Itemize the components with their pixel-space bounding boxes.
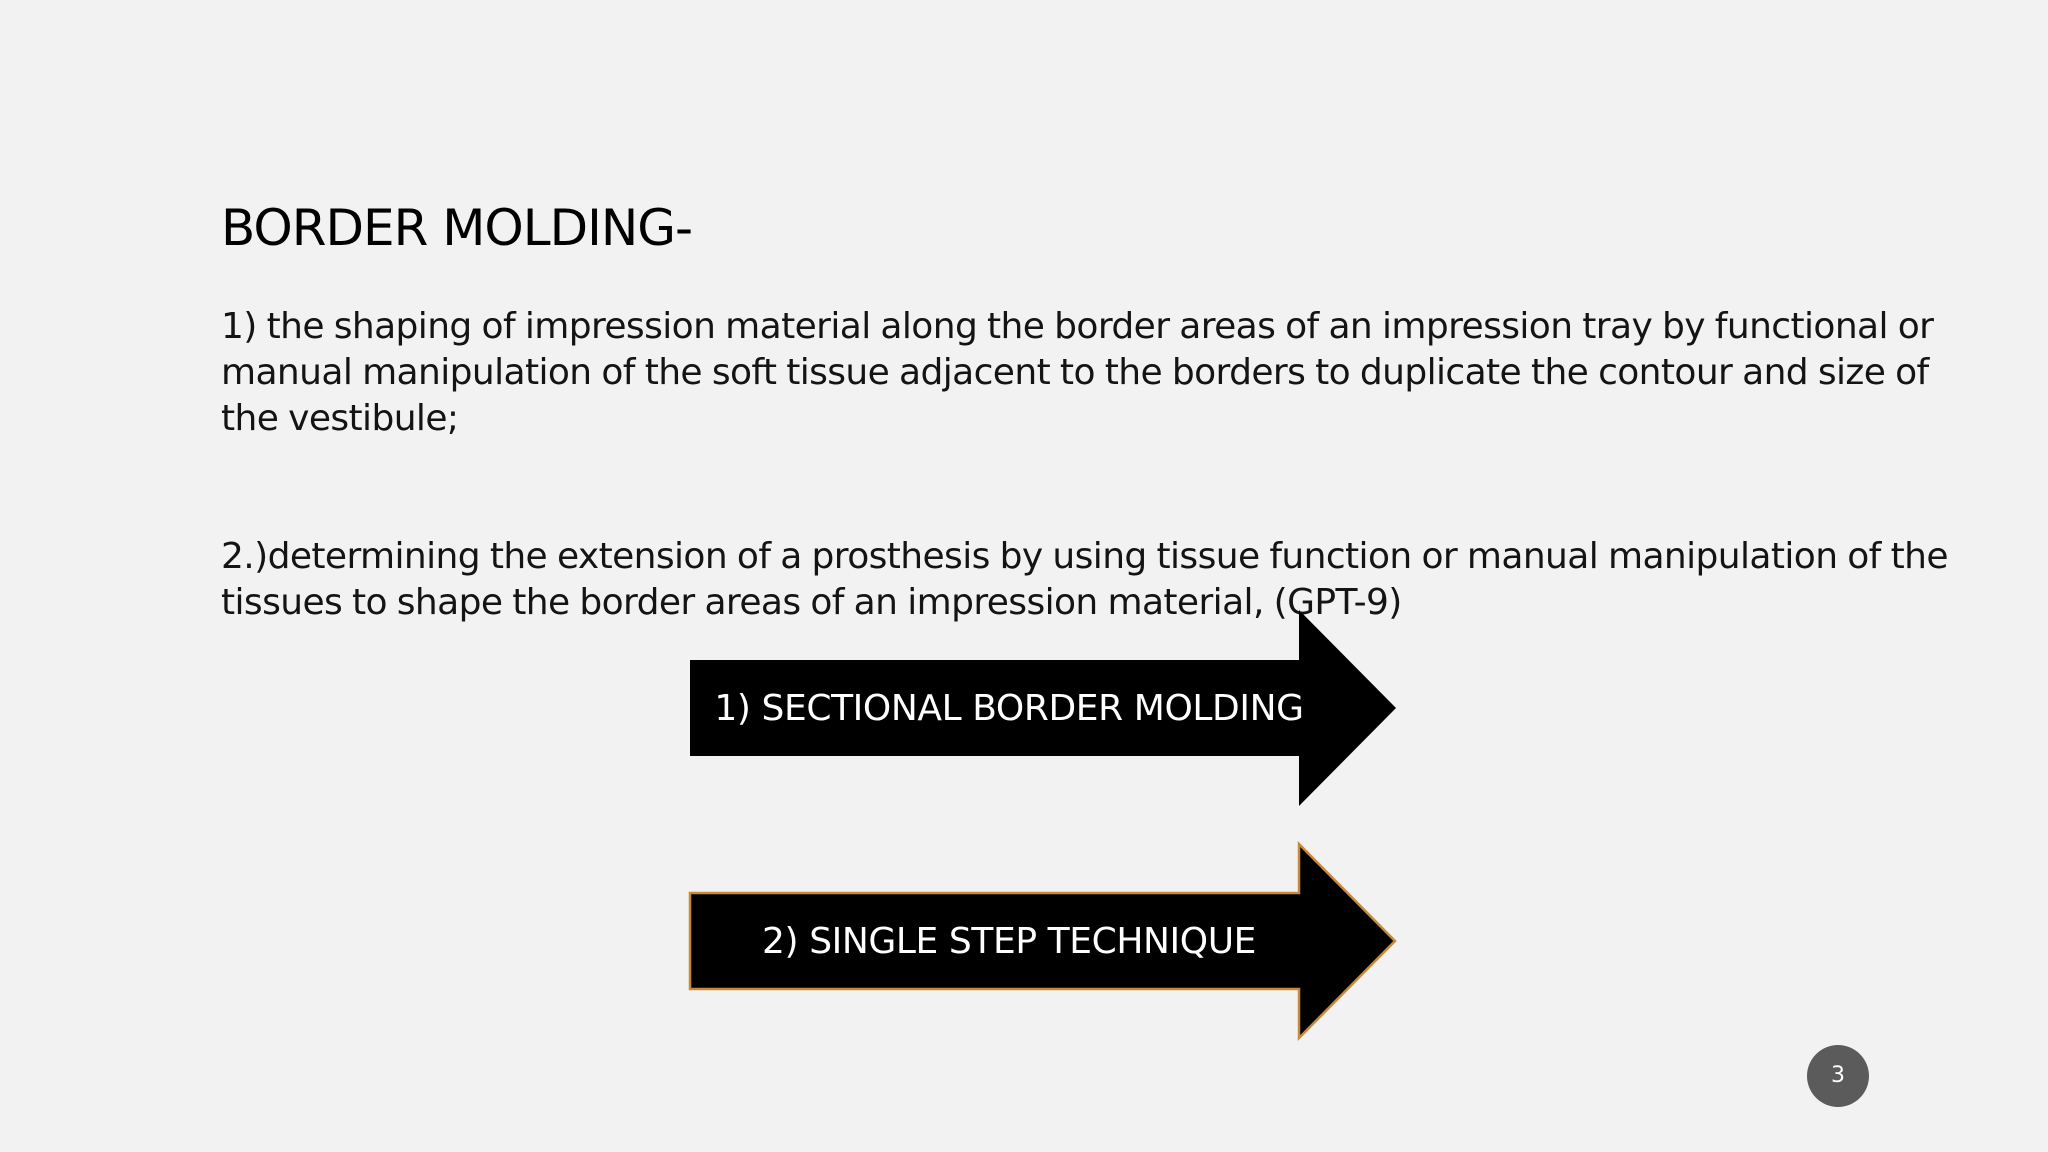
definition-paragraph-1: 1) the shaping of impression material along the border areas of an impression tray by functional or manual manipulation of the soft tissue adjacent to the borders to duplicate the contour and size of the vestibule;	[221, 306, 1934, 439]
sectional-border-molding-arrow	[689, 610, 1397, 806]
sectional-border-molding-label: 1) SECTIONAL BORDER MOLDING	[714, 688, 1304, 729]
page-number-badge: 3	[1807, 1045, 1869, 1107]
definition-paragraph-2: 2.)determining the extension of a prosthesis by using tissue function or manual manipulation of the tissues to shape the border areas of an impression material, (GPT-9)	[221, 536, 1948, 623]
slide-title: BORDER MOLDING-	[221, 199, 693, 257]
single-step-technique-label: 2) SINGLE STEP TECHNIQUE	[762, 921, 1256, 962]
single-step-technique-arrow	[689, 843, 1397, 1039]
